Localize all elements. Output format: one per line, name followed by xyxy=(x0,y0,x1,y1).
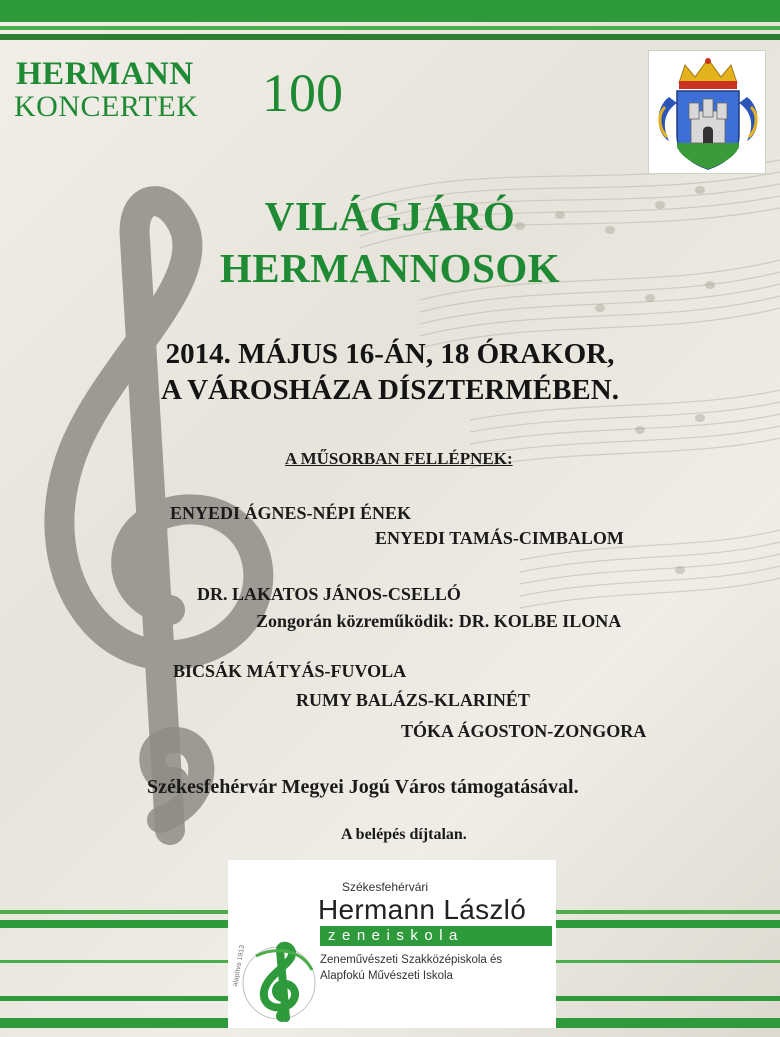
performer-1: ENYEDI ÁGNES-NÉPI ÉNEK xyxy=(170,503,412,523)
hermann-koncertek-logo xyxy=(14,56,374,126)
performer-2: ENYEDI TAMÁS-CIMBALOM xyxy=(375,528,624,548)
logo-line-2: KONCERTEK xyxy=(14,90,199,123)
event-date-time: 2014. MÁJUS 16-ÁN, 18 ÓRAKOR, xyxy=(165,338,615,370)
school-subtitle-2: Alapfokú Művészeti Iskola xyxy=(320,970,453,982)
title-line-2: HERMANNOSOK xyxy=(219,245,561,291)
coat-of-arms xyxy=(648,50,766,174)
top-stripe-thin xyxy=(0,26,780,30)
school-name: Hermann László xyxy=(318,894,527,925)
free-entry-note: A belépés díjtalan. xyxy=(341,826,467,843)
program-heading: A MŰSORBAN FELLÉPNEK: xyxy=(285,449,513,468)
performer-6: TÓKA ÁGOSTON-ZONGORA xyxy=(401,721,647,741)
event-venue: A VÁROSHÁZA DÍSZTERMÉBEN. xyxy=(161,374,619,406)
sponsor-note: Székesfehérvár Megyei Jogú Város támogatásával. xyxy=(147,776,579,798)
top-stripe-wide xyxy=(0,0,780,22)
performer-5: RUMY BALÁZS-KLARINÉT xyxy=(296,690,530,710)
school-subtitle-1: Zeneművészeti Szakközépiskola és xyxy=(320,954,503,966)
school-type: zeneiskola xyxy=(328,927,464,944)
school-city: Székesfehérvári xyxy=(342,880,429,894)
performer-3: DR. LAKATOS JÁNOS-CSELLÓ xyxy=(197,584,461,604)
performer-accompanist: Zongorán közreműködik: DR. KOLBE ILONA xyxy=(256,611,622,631)
top-stripe-medium xyxy=(0,34,780,40)
school-logo xyxy=(228,860,556,1028)
performer-4: BICSÁK MÁTYÁS-FUVOLA xyxy=(173,661,407,681)
logo-line-1: HERMANN xyxy=(16,56,194,92)
title-line-1: VILÁGJÁRÓ xyxy=(264,193,516,239)
school-emblem xyxy=(236,940,322,1026)
coat-of-arms-icon xyxy=(649,51,767,175)
school-established: alapítva 1913 xyxy=(232,944,247,988)
logo-number: 100 xyxy=(262,63,343,123)
